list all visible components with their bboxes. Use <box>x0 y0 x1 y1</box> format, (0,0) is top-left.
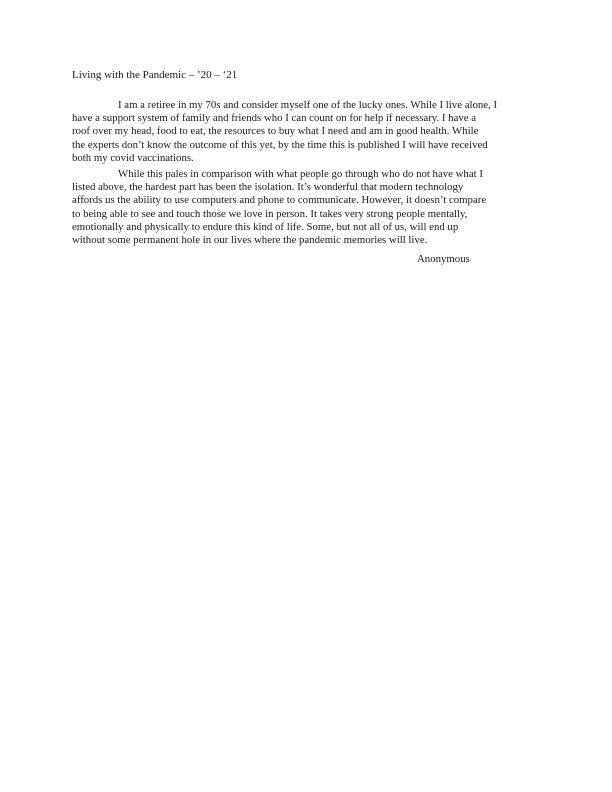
paragraph-line: both my covid vaccinations. <box>72 151 194 164</box>
paragraph-line: listed above, the hardest part has been the isolation. It’s wonderful that modern technology <box>72 181 464 194</box>
paragraph-line: without some permanent hole in our lives where the pandemic memories will live. <box>72 233 428 246</box>
paragraph-line: roof over my head, food to eat, the resources to buy what I need and am in good health. While <box>72 125 479 138</box>
author-signature: Anonymous <box>417 253 470 265</box>
paragraph-line: emotionally and physically to endure this kind of life. Some, but not all of us, will end up <box>72 220 459 233</box>
paragraph-line: While this pales in comparison with what people go through who do not have what I <box>118 168 483 180</box>
paragraph-line: to being able to see and touch those we love in person. It takes very strong people mentally, <box>72 207 468 220</box>
paragraph-line: I am a retiree in my 70s and consider myself one of the lucky ones. While I live alone, I <box>118 99 498 111</box>
paragraph-2 <box>72 168 542 247</box>
document-title: Living with the Pandemic – ’20 – ‘21 <box>72 69 238 81</box>
paragraph-line: affords us the ability to use computers and phone to communicate. However, it doesn’t compare <box>72 194 487 207</box>
paragraph-line: have a support system of family and friends who I can count on for help if necessary. I have a <box>72 112 477 125</box>
paragraph-1 <box>72 99 542 165</box>
paragraph-line: the experts don’t know the outcome of this yet, by the time this is published I will have received <box>72 138 488 151</box>
